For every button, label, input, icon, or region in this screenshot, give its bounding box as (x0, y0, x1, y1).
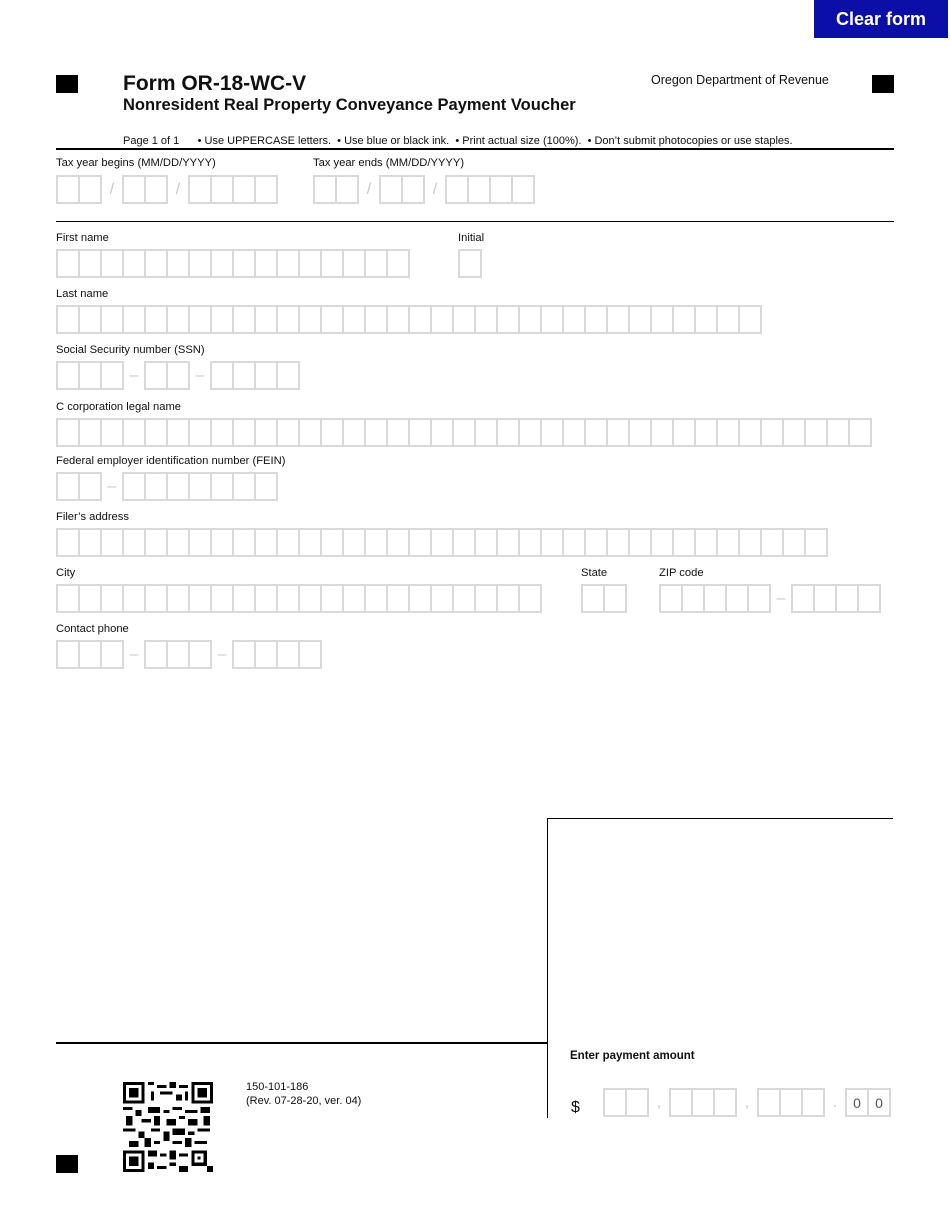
character-box[interactable] (190, 249, 212, 278)
character-box[interactable] (102, 361, 124, 390)
character-box[interactable] (630, 305, 652, 334)
character-box[interactable] (278, 640, 300, 669)
payment-amount-label: Enter payment amount (570, 1050, 695, 1062)
character-box[interactable] (234, 472, 256, 501)
character-box[interactable] (256, 640, 278, 669)
character-box[interactable] (212, 305, 234, 334)
character-box[interactable] (608, 305, 630, 334)
character-box[interactable] (696, 418, 718, 447)
character-box[interactable] (300, 418, 322, 447)
character-box[interactable] (784, 418, 806, 447)
character-box[interactable] (56, 175, 80, 204)
character-box[interactable] (652, 305, 674, 334)
character-box[interactable] (256, 361, 278, 390)
character-box[interactable] (432, 305, 454, 334)
character-box[interactable] (80, 305, 102, 334)
character-box[interactable] (190, 584, 212, 613)
character-box[interactable] (256, 305, 278, 334)
character-box[interactable] (146, 175, 168, 204)
first-name-label: First name (56, 232, 109, 244)
dash-separator: – (129, 645, 139, 663)
character-box[interactable] (278, 418, 300, 447)
character-box[interactable] (313, 175, 337, 204)
character-box[interactable] (806, 418, 828, 447)
corp-name-input[interactable] (56, 418, 872, 447)
character-box[interactable] (458, 249, 482, 278)
character-box[interactable] (344, 418, 366, 447)
character-box[interactable] (366, 528, 388, 557)
phone-label: Contact phone (56, 623, 129, 635)
form-revision: (Rev. 07-28-20, ver. 04) (246, 1095, 362, 1107)
character-box[interactable] (740, 528, 762, 557)
character-box[interactable] (102, 584, 124, 613)
character-box[interactable] (80, 640, 102, 669)
state-label: State (581, 567, 608, 579)
payment-amount-input[interactable] (603, 1088, 891, 1117)
character-box[interactable] (630, 528, 652, 557)
character-box[interactable] (608, 418, 630, 447)
character-box[interactable] (674, 305, 696, 334)
dash-separator: – (129, 366, 139, 384)
character-box[interactable] (300, 640, 322, 669)
form-number-block (246, 1080, 361, 1108)
cents-digit: 0 (845, 1088, 869, 1117)
character-box[interactable] (337, 175, 359, 204)
character-box[interactable] (586, 418, 608, 447)
character-box[interactable] (124, 249, 146, 278)
header-divider (56, 148, 894, 150)
character-box[interactable] (432, 418, 454, 447)
character-box[interactable] (366, 584, 388, 613)
character-box[interactable] (146, 249, 168, 278)
character-box[interactable] (727, 584, 749, 613)
character-box[interactable] (102, 249, 124, 278)
character-box[interactable] (168, 249, 190, 278)
character-box[interactable] (718, 418, 740, 447)
decimal-separator: . (832, 1093, 838, 1111)
character-box[interactable] (581, 584, 605, 613)
character-box[interactable] (168, 472, 190, 501)
character-box[interactable] (168, 361, 190, 390)
character-box[interactable] (212, 249, 234, 278)
character-box[interactable] (586, 528, 608, 557)
character-box[interactable] (696, 528, 718, 557)
character-box[interactable] (469, 175, 491, 204)
character-box[interactable] (190, 472, 212, 501)
character-box[interactable] (80, 584, 102, 613)
character-box[interactable] (564, 418, 586, 447)
character-box[interactable] (212, 584, 234, 613)
character-box[interactable] (498, 305, 520, 334)
character-box[interactable] (256, 249, 278, 278)
character-box[interactable] (212, 175, 234, 204)
character-box[interactable] (388, 584, 410, 613)
character-box[interactable] (674, 418, 696, 447)
section-divider (56, 221, 894, 222)
character-box[interactable] (410, 305, 432, 334)
character-box[interactable] (168, 640, 190, 669)
character-box[interactable] (144, 640, 168, 669)
character-box[interactable] (256, 528, 278, 557)
character-box[interactable] (749, 584, 771, 613)
character-box[interactable] (168, 584, 190, 613)
tax-year-ends-label: Tax year ends (MM/DD/YYYY) (313, 157, 465, 169)
character-box[interactable] (278, 305, 300, 334)
character-box[interactable] (542, 418, 564, 447)
registration-mark (872, 75, 894, 93)
fein-input[interactable] (56, 472, 278, 501)
form-number: 150-101-186 (246, 1081, 309, 1093)
character-box[interactable] (476, 305, 498, 334)
character-box[interactable] (344, 528, 366, 557)
last-name-input[interactable] (56, 305, 762, 334)
character-box[interactable] (168, 305, 190, 334)
character-box[interactable] (300, 528, 322, 557)
character-box[interactable] (696, 305, 718, 334)
character-box[interactable] (234, 361, 256, 390)
form-title: Form OR-18-WC-V (123, 72, 307, 95)
phone-input[interactable] (56, 640, 322, 669)
character-box[interactable] (476, 418, 498, 447)
character-box[interactable] (388, 418, 410, 447)
character-box[interactable] (322, 305, 344, 334)
initial-input[interactable] (458, 249, 482, 278)
character-box[interactable] (322, 418, 344, 447)
character-box[interactable] (366, 418, 388, 447)
character-box[interactable] (234, 249, 256, 278)
character-box[interactable] (278, 584, 300, 613)
dash-separator: – (107, 477, 117, 495)
character-box[interactable] (80, 472, 102, 501)
character-box[interactable] (234, 418, 256, 447)
character-box[interactable] (850, 418, 872, 447)
character-box[interactable] (564, 528, 586, 557)
character-box[interactable] (102, 528, 124, 557)
character-box[interactable] (56, 418, 80, 447)
character-box[interactable] (388, 249, 410, 278)
character-box[interactable] (278, 361, 300, 390)
character-box[interactable] (837, 584, 859, 613)
character-box[interactable] (124, 584, 146, 613)
character-box[interactable] (124, 528, 146, 557)
character-box[interactable] (859, 584, 881, 613)
city-label: City (56, 567, 76, 579)
dash-separator: – (217, 645, 227, 663)
character-box[interactable] (652, 418, 674, 447)
character-box[interactable] (56, 472, 80, 501)
character-box[interactable] (791, 584, 815, 613)
ssn-input[interactable] (56, 361, 300, 390)
character-box[interactable] (168, 418, 190, 447)
character-box[interactable] (498, 584, 520, 613)
character-box[interactable] (146, 418, 168, 447)
character-box[interactable] (300, 249, 322, 278)
character-box[interactable] (781, 1088, 803, 1117)
character-box[interactable] (659, 584, 683, 613)
character-box[interactable] (498, 528, 520, 557)
character-box[interactable] (627, 1088, 649, 1117)
character-box[interactable] (388, 305, 410, 334)
character-box[interactable] (124, 418, 146, 447)
dash-separator: – (776, 589, 786, 607)
character-box[interactable] (784, 528, 806, 557)
character-box[interactable] (718, 528, 740, 557)
character-box[interactable] (454, 584, 476, 613)
character-box[interactable] (757, 1088, 781, 1117)
character-box[interactable] (232, 640, 256, 669)
character-box[interactable] (102, 640, 124, 669)
registration-mark (56, 75, 78, 93)
character-box[interactable] (388, 528, 410, 557)
instructions-line: Page 1 of 1 • Use UPPERCASE letters. • Use blue or black ink. • Print actual size (100%). • Don’t submit photocopies or use staples. (123, 135, 793, 147)
character-box[interactable] (828, 418, 850, 447)
character-box[interactable] (190, 640, 212, 669)
character-box[interactable] (122, 175, 146, 204)
character-box[interactable] (603, 1088, 627, 1117)
character-box[interactable] (278, 528, 300, 557)
character-box[interactable] (56, 584, 80, 613)
character-box[interactable] (56, 528, 80, 557)
character-box[interactable] (669, 1088, 693, 1117)
character-box[interactable] (56, 305, 80, 334)
date-separator: / (175, 180, 181, 198)
character-box[interactable] (124, 305, 146, 334)
character-box[interactable] (122, 472, 146, 501)
address-input[interactable] (56, 528, 828, 557)
character-box[interactable] (454, 305, 476, 334)
character-box[interactable] (234, 175, 256, 204)
character-box[interactable] (212, 528, 234, 557)
character-box[interactable] (146, 528, 168, 557)
dollar-sign: $ (571, 1099, 580, 1116)
character-box[interactable] (542, 305, 564, 334)
last-name-label: Last name (56, 288, 109, 300)
tax-year-ends-input[interactable] (313, 175, 535, 204)
character-box[interactable] (366, 305, 388, 334)
character-box[interactable] (146, 305, 168, 334)
character-box[interactable] (56, 249, 80, 278)
character-box[interactable] (520, 418, 542, 447)
state-input[interactable] (581, 584, 627, 613)
date-separator: / (366, 180, 372, 198)
tax-year-begins-label: Tax year begins (MM/DD/YYYY) (56, 157, 216, 169)
character-box[interactable] (379, 175, 403, 204)
character-box[interactable] (188, 175, 212, 204)
ssn-label: Social Security number (SSN) (56, 344, 205, 356)
character-box[interactable] (476, 528, 498, 557)
character-box[interactable] (608, 528, 630, 557)
registration-mark (56, 1155, 78, 1173)
character-box[interactable] (146, 472, 168, 501)
character-box[interactable] (410, 418, 432, 447)
character-box[interactable] (520, 305, 542, 334)
character-box[interactable] (762, 418, 784, 447)
first-name-input[interactable] (56, 249, 410, 278)
character-box[interactable] (605, 584, 627, 613)
character-box[interactable] (520, 528, 542, 557)
voucher-cut-line (56, 1042, 548, 1044)
character-box[interactable] (520, 584, 542, 613)
form-subtitle: Nonresident Real Property Conveyance Payment Voucher (123, 96, 576, 114)
character-box[interactable] (256, 418, 278, 447)
character-box[interactable] (256, 175, 278, 204)
character-box[interactable] (652, 528, 674, 557)
character-box[interactable] (168, 528, 190, 557)
character-box[interactable] (344, 249, 366, 278)
character-box[interactable] (146, 584, 168, 613)
character-box[interactable] (102, 305, 124, 334)
comma-separator: , (656, 1093, 662, 1111)
character-box[interactable] (498, 418, 520, 447)
character-box[interactable] (491, 175, 513, 204)
payment-box-top-border (547, 818, 893, 819)
character-box[interactable] (410, 584, 432, 613)
character-box[interactable] (300, 305, 322, 334)
character-box[interactable] (210, 361, 234, 390)
character-box[interactable] (80, 175, 102, 204)
character-box[interactable] (715, 1088, 737, 1117)
character-box[interactable] (454, 418, 476, 447)
character-box[interactable] (693, 1088, 715, 1117)
fein-label: Federal employer identification number (FEIN) (56, 455, 286, 467)
character-box[interactable] (56, 640, 80, 669)
character-box[interactable] (445, 175, 469, 204)
character-box[interactable] (322, 584, 344, 613)
character-box[interactable] (234, 584, 256, 613)
character-box[interactable] (815, 584, 837, 613)
character-box[interactable] (803, 1088, 825, 1117)
character-box[interactable] (80, 249, 102, 278)
qr-code (123, 1082, 213, 1172)
agency-name: Oregon Department of Revenue (651, 73, 829, 87)
zip-label: ZIP code (659, 567, 704, 579)
character-box[interactable] (212, 418, 234, 447)
character-box[interactable] (476, 584, 498, 613)
character-box[interactable] (683, 584, 705, 613)
character-box[interactable] (718, 305, 740, 334)
character-box[interactable] (256, 584, 278, 613)
character-box[interactable] (542, 528, 564, 557)
date-separator: / (432, 180, 438, 198)
character-box[interactable] (80, 361, 102, 390)
character-box[interactable] (144, 361, 168, 390)
character-box[interactable] (586, 305, 608, 334)
character-box[interactable] (432, 584, 454, 613)
character-box[interactable] (630, 418, 652, 447)
dash-separator: – (195, 366, 205, 384)
character-box[interactable] (234, 528, 256, 557)
character-box[interactable] (806, 528, 828, 557)
character-box[interactable] (56, 361, 80, 390)
character-box[interactable] (740, 418, 762, 447)
character-box[interactable] (322, 249, 344, 278)
corp-name-label: C corporation legal name (56, 401, 181, 413)
character-box[interactable] (674, 528, 696, 557)
character-box[interactable] (212, 472, 234, 501)
character-box[interactable] (740, 305, 762, 334)
character-box[interactable] (344, 584, 366, 613)
character-box[interactable] (322, 528, 344, 557)
address-label: Filer’s address (56, 511, 129, 523)
character-box[interactable] (403, 175, 425, 204)
character-box[interactable] (705, 584, 727, 613)
character-box[interactable] (300, 584, 322, 613)
tax-year-begins-input[interactable] (56, 175, 278, 204)
cents-digit: 0 (869, 1088, 891, 1117)
character-box[interactable] (513, 175, 535, 204)
character-box[interactable] (762, 528, 784, 557)
clear-form-button[interactable]: Clear form (814, 0, 948, 38)
character-box[interactable] (432, 528, 454, 557)
payment-box-left-border (547, 818, 548, 1118)
character-box[interactable] (190, 418, 212, 447)
character-box[interactable] (102, 418, 124, 447)
character-box[interactable] (80, 528, 102, 557)
character-box[interactable] (410, 528, 432, 557)
initial-label: Initial (458, 232, 485, 244)
character-box[interactable] (80, 418, 102, 447)
zip-input[interactable] (659, 584, 881, 613)
date-separator: / (109, 180, 115, 198)
character-box[interactable] (344, 305, 366, 334)
character-box[interactable] (454, 528, 476, 557)
character-box[interactable] (190, 528, 212, 557)
character-box[interactable] (366, 249, 388, 278)
character-box[interactable] (256, 472, 278, 501)
city-input[interactable] (56, 584, 542, 613)
character-box[interactable] (564, 305, 586, 334)
character-box[interactable] (234, 305, 256, 334)
character-box[interactable] (190, 305, 212, 334)
comma-separator: , (744, 1093, 750, 1111)
character-box[interactable] (278, 249, 300, 278)
